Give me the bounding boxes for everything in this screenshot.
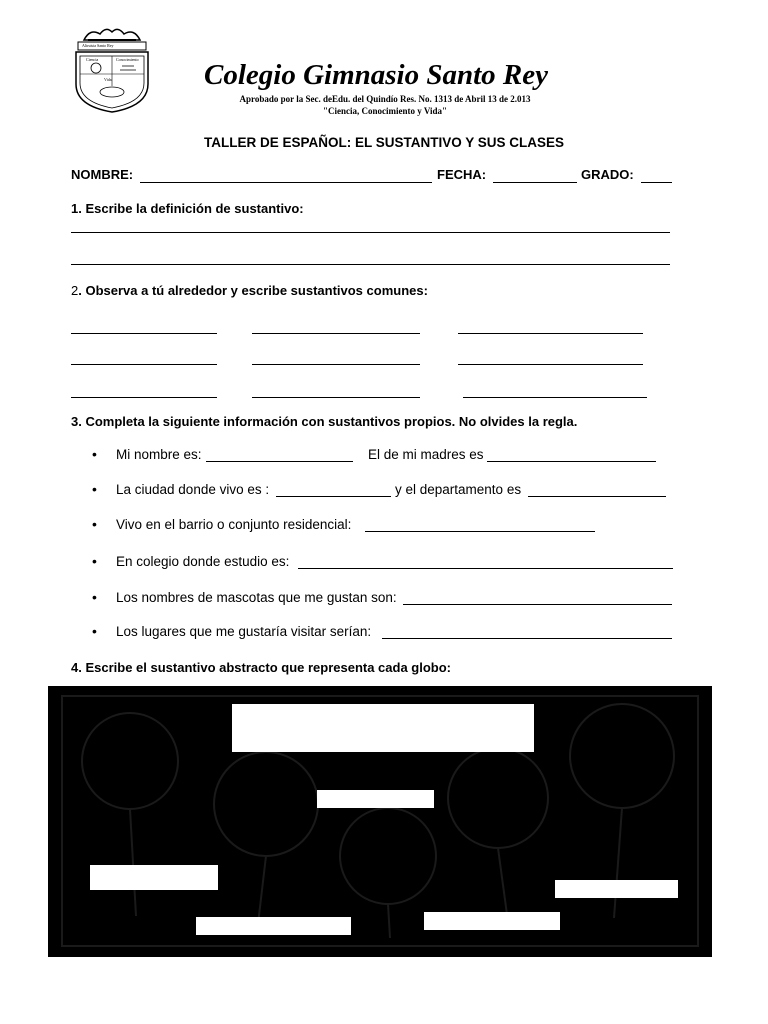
q3-item-6-field[interactable]	[382, 638, 672, 639]
q3-item-1-field-a[interactable]	[206, 461, 353, 462]
bullet-icon: •	[92, 481, 97, 497]
question-3: 3. Completa la siguiente información con sustantivos propios. No olvides la regla.	[71, 414, 578, 429]
q2-answer-line[interactable]	[252, 364, 420, 365]
crest-text-conocimiento: Conocimiento	[116, 57, 139, 62]
q3-item-4-text: En colegio donde estudio es:	[116, 554, 290, 569]
q3-item-1-text-a: Mi nombre es:	[116, 447, 202, 462]
q3-item-4-field[interactable]	[298, 568, 673, 569]
bullet-icon: •	[92, 516, 97, 532]
question-2-number: 2	[71, 283, 79, 298]
balloon-answer-box[interactable]	[424, 912, 560, 930]
q2-answer-line[interactable]	[71, 364, 217, 365]
bullet-icon: •	[92, 623, 97, 639]
question-4: 4. Escribe el sustantivo abstracto que representa cada globo:	[71, 660, 452, 675]
q2-answer-line[interactable]	[458, 364, 643, 365]
balloon-answer-box[interactable]	[90, 865, 218, 890]
balloon-title-box	[232, 704, 534, 752]
balloon-answer-box[interactable]	[196, 917, 351, 935]
q3-item-1-text-b: El de mi madres es	[368, 447, 484, 462]
balloon-answer-box[interactable]	[317, 790, 434, 808]
school-name: Colegio Gimnasio Santo Rey	[204, 59, 549, 91]
nombre-field[interactable]	[140, 182, 432, 183]
q2-answer-line[interactable]	[463, 397, 647, 398]
q3-item-5-text: Los nombres de mascotas que me gustan son:	[116, 590, 397, 605]
q2-answer-line[interactable]	[71, 333, 217, 334]
q3-item-6-text: Los lugares que me gustaría visitar serían:	[116, 624, 372, 639]
bullet-icon: •	[92, 589, 97, 605]
q1-answer-line-2[interactable]	[71, 264, 670, 265]
school-crest	[70, 26, 154, 114]
fecha-field[interactable]	[493, 182, 577, 183]
crest-text-vida: Vida	[104, 77, 112, 82]
q1-answer-line-1[interactable]	[71, 232, 670, 233]
q3-item-3-text: Vivo en el barrio o conjunto residencial:	[116, 517, 352, 532]
bullet-icon: •	[92, 446, 97, 462]
balloons-image	[48, 686, 712, 957]
worksheet-title: TALLER DE ESPAÑOL: EL SUSTANTIVO Y SUS CLASES	[203, 135, 565, 150]
q3-item-2-field-b[interactable]	[528, 496, 666, 497]
school-motto: "Ciencia, Conocimiento y Vida"	[323, 106, 447, 116]
q3-item-2-text-b: y el departamento es	[395, 482, 522, 497]
question-1: 1. Escribe la definición de sustantivo:	[71, 201, 304, 216]
q3-item-3-field[interactable]	[365, 531, 595, 532]
fecha-label: FECHA:	[437, 167, 487, 182]
balloon-answer-box[interactable]	[555, 880, 678, 898]
q2-answer-line[interactable]	[252, 397, 420, 398]
question-2	[71, 283, 428, 298]
grado-field[interactable]	[641, 182, 672, 183]
grado-label: GRADO:	[581, 167, 634, 182]
question-2-text: . Observa a tú alrededor y escribe sustantivos comunes:	[78, 283, 428, 298]
q3-item-2-text-a: La ciudad donde vivo es :	[116, 482, 270, 497]
q3-item-5-field[interactable]	[403, 604, 672, 605]
bullet-icon: •	[92, 553, 97, 569]
q2-answer-line[interactable]	[458, 333, 643, 334]
q2-answer-line[interactable]	[71, 397, 217, 398]
q2-answer-line[interactable]	[252, 333, 420, 334]
q3-item-1-field-b[interactable]	[487, 461, 656, 462]
crest-text-ciencia: Ciencia	[86, 57, 99, 62]
approval-note: Aprobado por la Sec. deEdu. del Quindío Res. No. 1313 de Abril 13 de 2.013	[239, 94, 531, 104]
nombre-label: NOMBRE:	[71, 167, 134, 182]
q3-item-2-field-a[interactable]	[276, 496, 391, 497]
crest-text-top: Altruista Santo Rey	[82, 43, 114, 48]
